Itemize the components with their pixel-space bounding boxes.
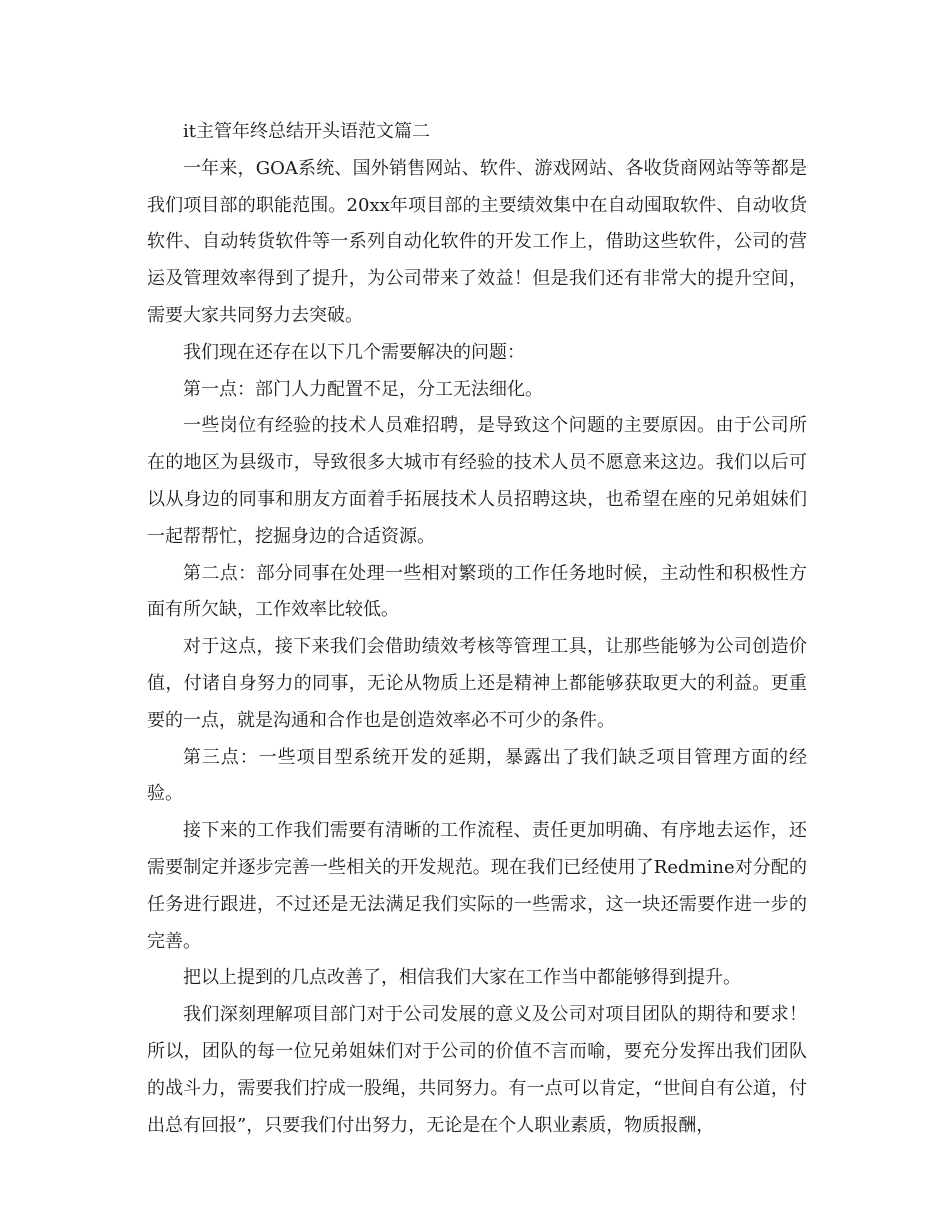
point-three-heading: 第三点：一些项目型系统开发的延期，暴露出了我们缺乏项目管理方面的经验。: [147, 746, 807, 805]
point-one-heading: 第一点：部门人力配置不足，分工无法细化。: [183, 378, 543, 400]
paragraph-closing: 我们深刻理解项目部门对于公司发展的意义及公司对项目团队的期待和要求！所以，团队的每一位兄弟姐妹们对于公司的价值不言而喻，要充分发挥出我们团队的战斗力，需要我们拧成一股绳，共同努力。有一点可以肯定，“世间自有公道，付出总有回报”，只要我们付出努力，无论是在个人职业素质，物质报酬，: [147, 1004, 807, 1136]
paragraph-intro: 一年来，GOA系统、国外销售网站、软件、游戏网站、各收货商网站等等都是我们项目部的职能范围。20xx年项目部的主要绩效集中在自动囤取软件、自动收货软件、自动转货软件等一系列自动化软件的开发工作上，借助这些软件，公司的营运及管理效率得到了提升，为公司带来了效益！但是我们还有非常大的提升空间，需要大家共同努力去突破。: [147, 157, 807, 326]
paragraph-improvement: 把以上提到的几点改善了，相信我们大家在工作当中都能够得到提升。: [183, 967, 741, 989]
point-two-heading: 第二点：部分同事在处理一些相对繁琐的工作任务地时候，主动性和积极性方面有所欠缺，工作效率比较低。: [147, 562, 807, 621]
point-two-body: 对于这点，接下来我们会借助绩效考核等管理工具，让那些能够为公司创造价值，付诸自身努力的同事，无论从物质上还是精神上都能够获取更大的利益。更重要的一点，就是沟通和合作也是创造效率必不可少的条件。: [147, 636, 807, 731]
document-body: [147, 114, 807, 1144]
point-three-body: 接下来的工作我们需要有清晰的工作流程、责任更加明确、有序地去运作，还需要制定并逐步完善一些相关的开发规范。现在我们已经使用了Redmine对分配的任务进行跟进，不过还是无法满足我们实际的一些需求，这一块还需要作进一步的完善。: [147, 820, 807, 952]
section-heading: it主管年终总结开头语范文篇二: [183, 121, 430, 142]
paragraph-problems-lead: 我们现在还存在以下几个需要解决的问题：: [183, 341, 525, 363]
point-one-body: 一些岗位有经验的技术人员难招聘，是导致这个问题的主要原因。由于公司所在的地区为县级市，导致很多大城市有经验的技术人员不愿意来这边。我们以后可以从身边的同事和朋友方面着手拓展技术人员招聘这块，也希望在座的兄弟姐妹们一起帮帮忙，挖掘身边的合适资源。: [147, 415, 807, 547]
